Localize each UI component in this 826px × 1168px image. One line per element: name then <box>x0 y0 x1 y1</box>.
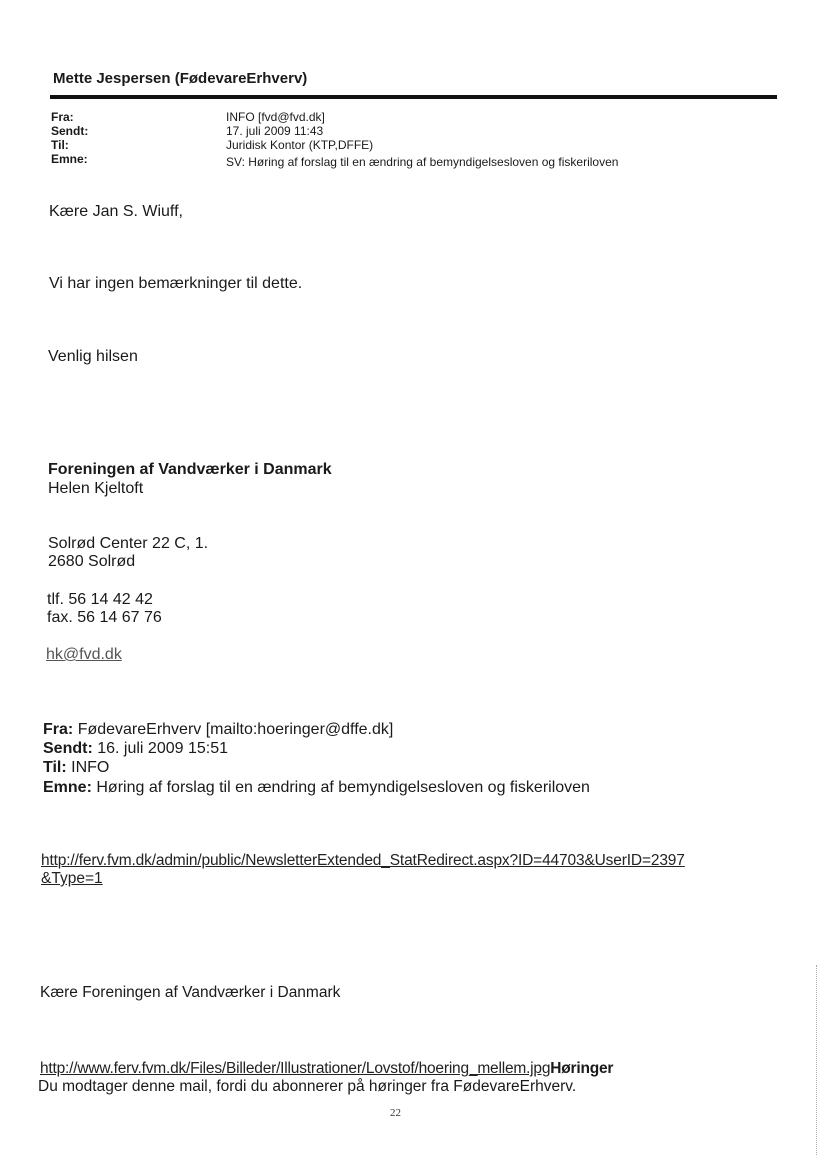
page-number: 22 <box>390 1107 401 1119</box>
image-link[interactable]: http://www.ferv.fvm.dk/Files/Billeder/Illustrationer/Lovstof/hoering_mellem.jpg <box>40 1060 551 1077</box>
original-sent-value: 16. juli 2009 15:51 <box>97 740 229 757</box>
signature-email-link[interactable]: hk@fvd.dk <box>46 646 122 663</box>
original-subject <box>43 779 590 797</box>
original-to-label: Til: <box>43 759 67 776</box>
original-sent-label: Sendt: <box>43 740 93 757</box>
original-from-label: Fra: <box>43 721 74 738</box>
image-link-row <box>40 1060 613 1078</box>
signature-organization: Foreningen af Vandværker i Danmark <box>48 461 332 478</box>
from-value: INFO [fvd@fvd.dk] <box>226 110 325 124</box>
subscription-notice: Du modtager denne mail, fordi du abonnerer på høringer fra FødevareErhverv. <box>38 1078 577 1095</box>
signature-address-line1: Solrød Center 22 C, 1. <box>48 535 209 552</box>
original-from <box>43 721 393 739</box>
reply-greeting: Kære Jan S. Wiuff, <box>49 203 183 220</box>
subject-value: SV: Høring af forslag til en ændring af bemyndigelsesloven og fiskeriloven <box>226 155 619 169</box>
to-value: Juridisk Kontor (KTP,DFFE) <box>226 138 374 152</box>
email-sender-title: Mette Jespersen (FødevareErhverv) <box>53 70 308 87</box>
scan-edge <box>816 965 817 1155</box>
original-sent <box>43 740 228 758</box>
sent-value: 17. juli 2009 11:43 <box>226 124 324 138</box>
signature-fax: fax. 56 14 67 76 <box>47 609 162 626</box>
subject-label: Emne: <box>51 152 88 166</box>
original-subject-label: Emne: <box>43 779 92 796</box>
to-label: Til: <box>51 138 69 152</box>
title-divider <box>50 95 777 99</box>
signature-address-line2: 2680 Solrød <box>48 553 136 570</box>
original-subject-value: Høring af forslag til en ændring af bemyndigelsesloven og fiskeriloven <box>96 779 590 796</box>
original-greeting: Kære Foreningen af Vandværker i Danmark <box>40 984 341 1001</box>
original-from-value: FødevareErhverv [mailto:hoeringer@dffe.dk] <box>77 721 394 738</box>
signature-name: Helen Kjeltoft <box>48 480 144 497</box>
reply-message: Vi har ingen bemærkninger til dette. <box>49 275 303 292</box>
original-to <box>43 759 109 777</box>
newsletter-link-continued[interactable]: &Type=1 <box>41 870 103 887</box>
from-label: Fra: <box>51 110 74 124</box>
original-to-value: INFO <box>71 759 110 776</box>
newsletter-link[interactable]: http://ferv.fvm.dk/admin/public/NewsletterExtended_StatRedirect.aspx?ID=44703&UserID=2397 <box>41 852 685 869</box>
reply-closing: Venlig hilsen <box>48 348 138 365</box>
signature-phone: tlf. 56 14 42 42 <box>47 591 153 608</box>
sent-label: Sendt: <box>51 124 89 138</box>
image-caption: Høringer <box>550 1060 614 1077</box>
